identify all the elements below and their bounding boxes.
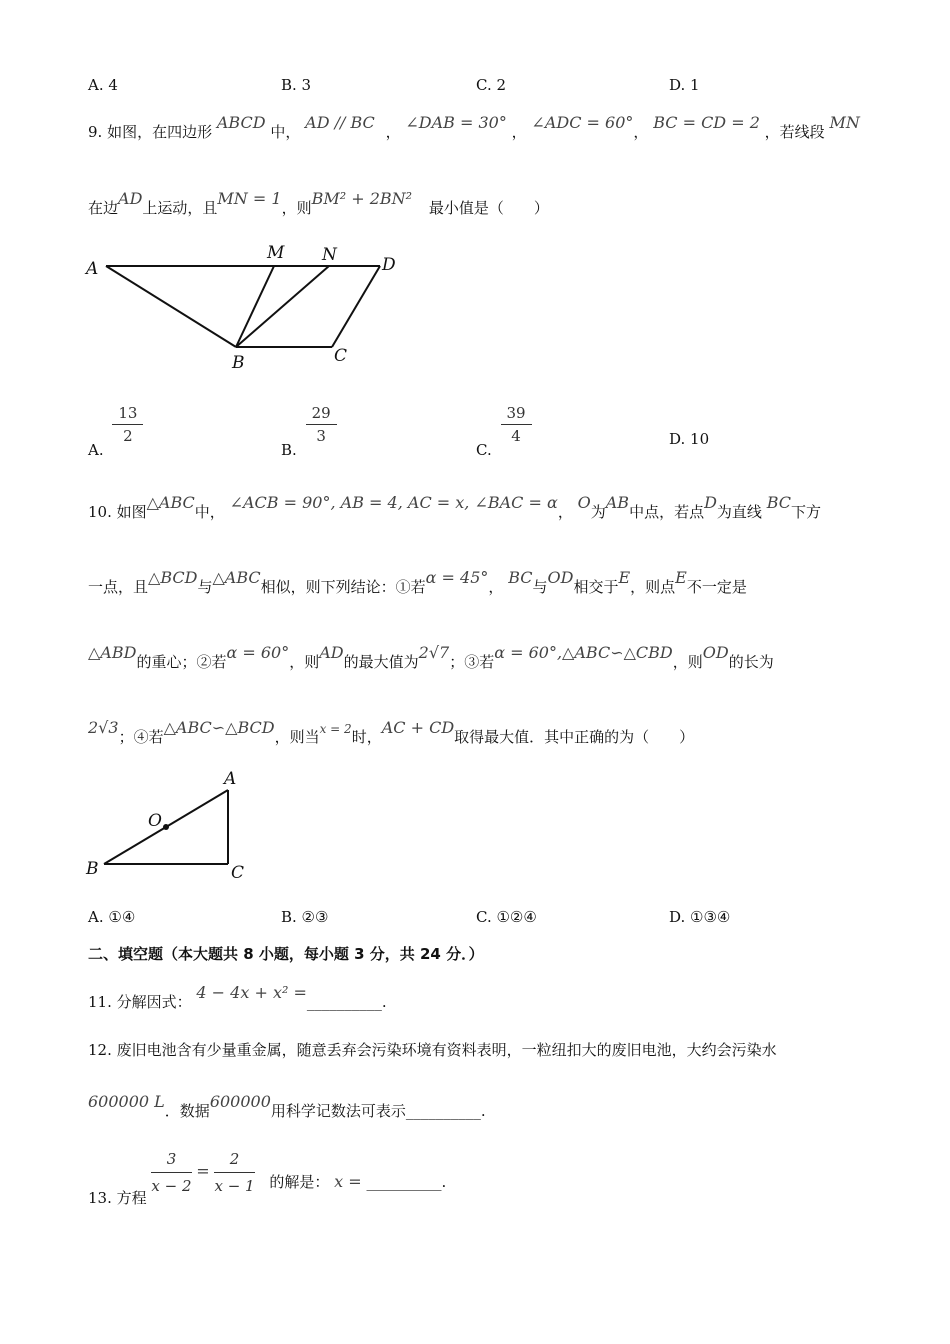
q10-option-b: B. ②③ [281, 908, 329, 926]
q9-option-b: B. $\frac{29}{3}$ [281, 404, 337, 445]
segment-bm [236, 266, 274, 347]
q12-line-2: 600000 L．数据600000用科学记数法可表示__________. [88, 1092, 486, 1120]
label-d: D [382, 255, 396, 275]
section-2-heading: 二、填空题（本大题共 8 小题，每小题 3 分，共 24 分．） [88, 945, 484, 963]
q10-triangle-figure [84, 766, 254, 886]
point-o [163, 824, 169, 830]
q10-option-d: D. ①③④ [669, 908, 731, 926]
q9-quadrilateral-figure [84, 240, 404, 375]
q8-option-b: B. 3 [281, 76, 312, 94]
segment-bn [236, 266, 329, 347]
label-n: N [322, 245, 337, 265]
q8-option-c: C. 2 [476, 76, 507, 94]
q8-option-d: D. 1 [669, 76, 700, 94]
q11-line: 11. 分解因式： 4 − 4x + x² =__________. [88, 983, 387, 1011]
label-c: C [231, 863, 245, 883]
q9-line-2: 在边AD上运动，且MN = 1，则BM² + 2BN² 最小值是（ ） [88, 189, 549, 217]
label-c: C [334, 346, 348, 366]
label-a: A [224, 769, 237, 789]
q10-option-c: C. ①②④ [476, 908, 537, 926]
q9-option-c: C. $\frac{39}{4}$ [476, 404, 532, 445]
q10-line-3: △ABD的重心；②若α = 60°，则AD的最大值为2√7；③若α = 60°,△ABC∽△CBD，则OD的长为 [88, 643, 774, 671]
label-b: B [232, 353, 245, 373]
q12-line-1: 12. 废旧电池含有少量重金属，随意丢弃会污染环境有资料表明，一粒纽扣大的废旧电池，大约会污染水 [88, 1041, 777, 1059]
label-a: A [86, 259, 99, 279]
segment-cd [332, 266, 380, 347]
label-m: M [267, 243, 285, 263]
q13-line: 13. 方程 $\frac{3}{x - 2}$ = $\frac{2}{x - 1}$ 的解是： x = __________. [88, 1150, 447, 1207]
q8-option-a: A. 4 [88, 76, 118, 94]
q9-option-a: A. $\frac{13}{2}$ [88, 404, 143, 445]
q10-line-2: 一点，且△BCD与△ABC相似，则下列结论：①若α = 45°， BC与OD相交于E，则点E不一定是 [88, 568, 747, 596]
segment-ab [106, 266, 236, 347]
q10-option-a: A. ①④ [88, 908, 136, 926]
q9-line-1: 9. 如图，在四边形 ABCD 中， AD // BC ， ∠DAB = 30° ， ∠ADC = 60°， BC = CD = 2 ，若线段 MN [88, 113, 860, 141]
q10-line-4: 2√3；④若△ABC∽△BCD，则当$^{x = 2}$时，AC + CD取得最大值．其中正确的为（ ） [88, 718, 695, 746]
label-b: B [86, 859, 99, 879]
label-o: O [148, 811, 162, 831]
q10-line-1: 10. 如图△ABC中， ∠ACB = 90°, AB = 4, AC = x, ∠BAC = α， O为AB中点，若点D为直线 BC下方 [88, 493, 822, 521]
q9-option-d: D. 10 [669, 430, 710, 448]
